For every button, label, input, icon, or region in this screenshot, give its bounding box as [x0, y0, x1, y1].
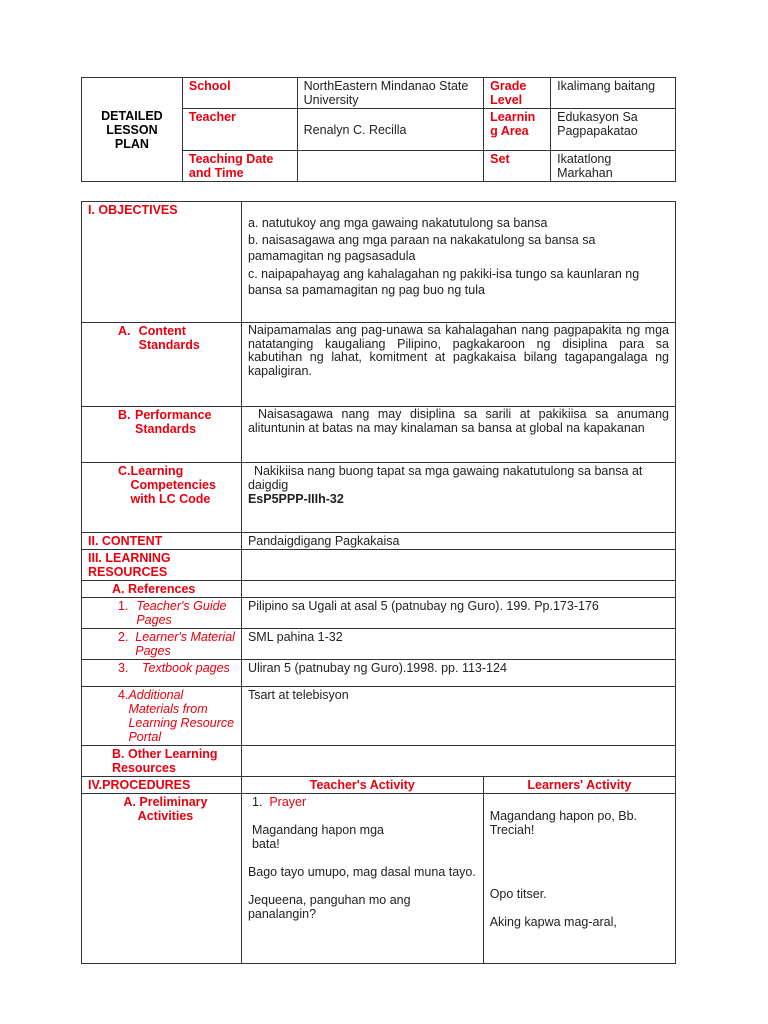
competencies-label: C. Learning Competencies with LC Code — [82, 463, 242, 533]
objective-item: c. naipapahayag ang kahalagahan ng pakiki-isa tungo sa kaunlaran ng bansa sa pamamagitan ng pag buo ng tula — [247, 267, 640, 297]
performance-standards-text: Naisasagawa nang may disiplina sa sarili at pakikiisa sa anumang alituntunin at batas na may kinalaman sa bansa at global na kapakanan — [241, 407, 675, 463]
learners-activity-heading: Learners' Activity — [483, 777, 675, 794]
teacher-value: Renalyn C. Recilla — [297, 109, 484, 151]
objectives-list — [241, 202, 675, 323]
grade-level-label: Grade Level — [484, 78, 551, 109]
learners-material-value: SML pahina 1-32 — [241, 629, 675, 660]
set-label: Set — [484, 151, 551, 182]
grade-level-value: Ikalimang baitang — [551, 78, 676, 109]
textbook-pages-value: Uliran 5 (patnubay ng Guro).1998. pp. 113-124 — [241, 660, 675, 687]
teacher-activity-cell — [241, 794, 483, 964]
learners-activity-cell — [483, 794, 675, 964]
learner-line: Opo titser. — [489, 887, 547, 901]
teachers-guide-value: Pilipino sa Ugali at asal 5 (patnubay ng Guro). 199. Pp.173-176 — [241, 598, 675, 629]
teacher-line: Jequeena, panguhan mo ang panalangin? — [247, 893, 411, 921]
additional-materials-label: 4. Additional Materials from Learning Resource Portal — [82, 687, 242, 746]
preliminary-activities-label: A. Preliminary Activities — [82, 794, 242, 964]
learning-area-label: Learnin g Area — [484, 109, 551, 151]
performance-standards-label: B. Performance Standards — [82, 407, 242, 463]
content-heading: II. CONTENT — [82, 533, 242, 550]
teaching-date-value — [297, 151, 484, 182]
set-value: Ikatatlong Markahan — [551, 151, 676, 182]
competencies-text: Nakikiisa nang buong tapat sa mga gawaing nakatutulong sa bansa at daigdig — [247, 464, 643, 492]
other-resources-empty — [241, 746, 675, 777]
learners-material-label: 2. Learner's Material Pages — [82, 629, 242, 660]
teacher-line: Magandang hapon mga bata! — [251, 823, 384, 851]
competencies-code: EsP5PPP-IIIh-32 — [247, 492, 344, 506]
learner-line: Aking kapwa mag-aral, — [489, 915, 617, 929]
lesson-plan-header-table — [81, 77, 676, 182]
competencies-cell — [241, 463, 675, 533]
references-label: A. References — [82, 581, 242, 598]
learning-resources-heading: III. LEARNING RESOURCES — [82, 550, 242, 581]
learning-resources-empty — [241, 550, 675, 581]
references-empty — [241, 581, 675, 598]
lesson-plan-main-table — [81, 201, 676, 964]
content-value: Pandaigdigang Pagkakaisa — [241, 533, 675, 550]
prayer-item: 1. Prayer — [251, 795, 307, 809]
additional-materials-value: Tsart at telebisyon — [241, 687, 675, 746]
objectives-heading: I. OBJECTIVES — [82, 202, 242, 323]
school-value: NorthEastern Mindanao State University — [297, 78, 484, 109]
textbook-pages-label: 3. Textbook pages — [82, 660, 242, 687]
teaching-date-label: Teaching Date and Time — [182, 151, 297, 182]
procedures-heading: IV.PROCEDURES — [82, 777, 242, 794]
teachers-guide-label: 1. Teacher's Guide Pages — [82, 598, 242, 629]
content-standards-text: Naipamamalas ang pag-unawa sa kahalagahan nang pagpapakita ng mga natatanging kaugaliang Pilipino, pagkakaroon ng disiplina para sa kabutihan ng lahat, komitment at pagkakaisa bilang tagapangalaga ng kapaligiran. — [241, 323, 675, 407]
objective-item: b. naisasagawa ang mga paraan na nakakatulong sa bansa sa pamamagitan ng pagsasadula — [247, 233, 596, 263]
teacher-activity-heading: Teacher's Activity — [241, 777, 483, 794]
learner-line: Magandang hapon po, Bb. Treciah! — [489, 809, 638, 837]
objective-item: a. natutukoy ang mga gawaing nakatutulong sa bansa — [247, 216, 548, 230]
learning-area-value: Edukasyon Sa Pagpapakatao — [551, 109, 676, 151]
school-label: School — [182, 78, 297, 109]
content-standards-label: A. Content Standards — [82, 323, 242, 407]
lesson-plan-title: DETAILED LESSON PLAN — [82, 78, 183, 182]
teacher-line: Bago tayo umupo, mag dasal muna tayo. — [247, 865, 476, 879]
other-resources-label: B. Other Learning Resources — [82, 746, 242, 777]
teacher-label: Teacher — [182, 109, 297, 151]
